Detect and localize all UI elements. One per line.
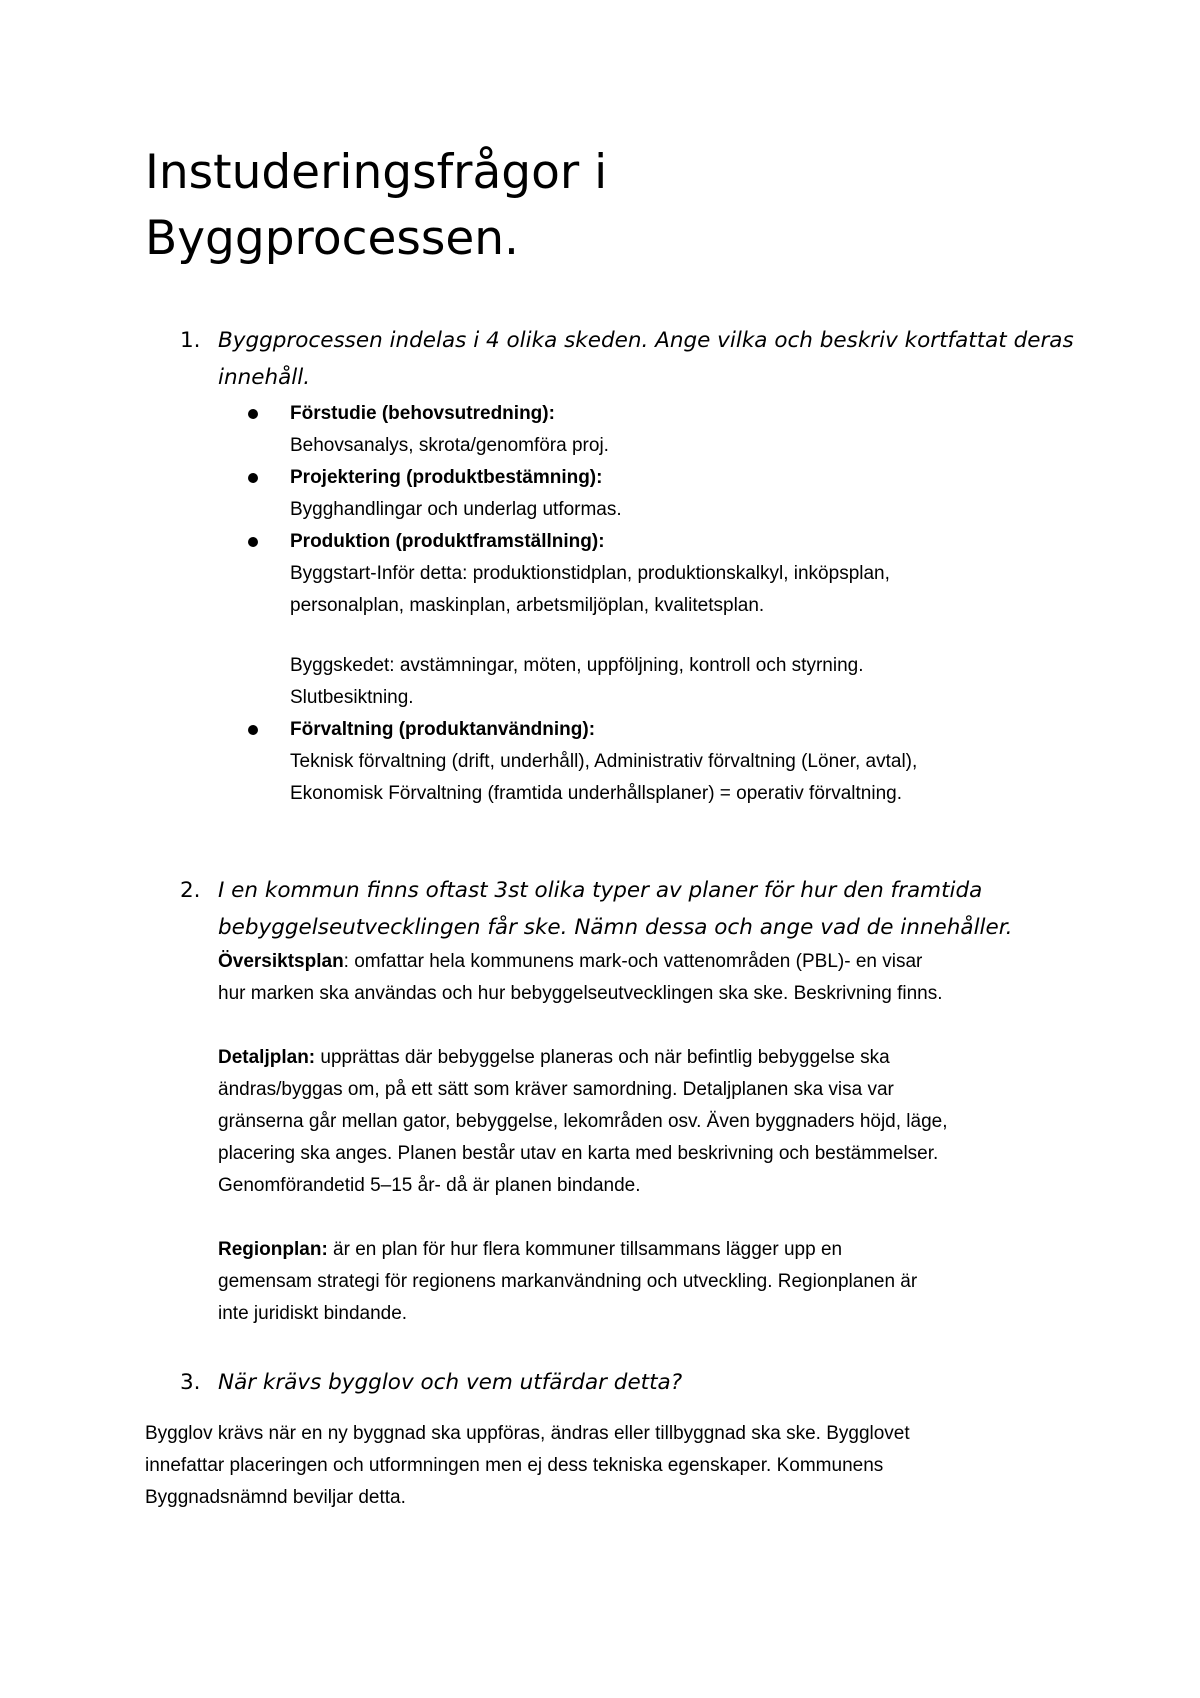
phase-description: Bygghandlingar och underlag utformas.: [290, 499, 622, 520]
phase-description: Byggstart-Inför detta: produktionstidplan, produktionskalkyl, inköpsplan,: [290, 563, 890, 584]
answer-line: innefattar placeringen och utformningen men ej dess tekniska egenskaper. Kommunens: [145, 1455, 884, 1476]
answer-line: Bygglov krävs när en ny byggnad ska uppföras, ändras eller tillbyggnad ska ske. Bygglovet: [145, 1423, 910, 1444]
answer-line: [218, 1234, 1098, 1266]
bullet-icon: [248, 537, 258, 547]
term-label: Översiktsplan: [218, 951, 344, 972]
phase-description: Teknisk förvaltning (drift, underhåll), Administrativ förvaltning (Löner, avtal),: [290, 751, 918, 772]
question-2-number: 2.: [180, 878, 201, 903]
phase-heading: Förstudie (behovsutredning):: [290, 403, 555, 424]
answer-line: [218, 946, 1098, 978]
answer-text: är en plan för hur flera kommuner tillsammans lägger upp en: [327, 1239, 843, 1260]
answer-text: : omfattar hela kommunens mark-och vattenområden (PBL)- en visar: [343, 951, 923, 972]
question-3-text: När krävs bygglov och vem utfärdar detta?: [218, 1370, 683, 1395]
bullet-icon: [248, 725, 258, 735]
answer-line: Genomförandetid 5–15 år- då är planen bindande.: [218, 1175, 641, 1196]
answer-line: placering ska anges. Planen består utav en karta med beskrivning och bestämmelser.: [218, 1143, 939, 1164]
document-title: [145, 140, 1095, 272]
phase-heading: Projektering (produktbestämning):: [290, 467, 603, 488]
answer-line: gränserna går mellan gator, bebyggelse, lekområden osv. Även byggnaders höjd, läge,: [218, 1111, 948, 1132]
answer-line: [218, 1042, 1098, 1074]
question-1: [180, 322, 1080, 396]
title-line-2: Byggprocessen.: [145, 211, 519, 266]
answer-oversiktsplan: [218, 946, 1098, 1010]
phase-heading: Förvaltning (produktanvändning):: [290, 719, 596, 740]
phase-description: Ekonomisk Förvaltning (framtida underhållsplaner) = operativ förvaltning.: [290, 783, 902, 804]
answer-text: upprättas där bebyggelse planeras och när befintlig bebyggelse ska: [315, 1047, 890, 1068]
question-2-text: I en kommun finns oftast 3st olika typer av planer för hur den framtida bebyggelseutvecklingen får ske. Nämn dessa och ange vad de innehåller.: [218, 878, 1013, 940]
answer-line: hur marken ska användas och hur bebyggelseutvecklingen ska ske. Beskrivning finns.: [218, 983, 943, 1004]
bullet-icon: [248, 473, 258, 483]
phase-item-4: [248, 714, 1068, 810]
question-3: [180, 1364, 1080, 1401]
phase-item-1: [248, 398, 1068, 462]
question-1-number: 1.: [180, 328, 201, 353]
extra-line: Slutbesiktning.: [290, 687, 414, 708]
bullet-icon: [248, 409, 258, 419]
answer-line: Byggnadsnämnd beviljar detta.: [145, 1487, 406, 1508]
phase-heading: Produktion (produktframställning):: [290, 531, 605, 552]
answer-regionplan: [218, 1234, 1098, 1330]
question-2: [180, 872, 1080, 946]
phase-description: Behovsanalys, skrota/genomföra proj.: [290, 435, 609, 456]
question-3-number: 3.: [180, 1370, 201, 1395]
term-label: Regionplan:: [218, 1239, 328, 1260]
title-line-1: Instuderingsfrågor i: [145, 145, 608, 200]
term-label: Detaljplan:: [218, 1047, 316, 1068]
phase-item-3: [248, 526, 1068, 622]
answer-line: inte juridiskt bindande.: [218, 1303, 408, 1324]
answer-line: gemensam strategi för regionens markanvändning och utveckling. Regionplanen är: [218, 1271, 918, 1292]
extra-line: Byggskedet: avstämningar, möten, uppföljning, kontroll och styrning.: [290, 655, 864, 676]
phase-description: personalplan, maskinplan, arbetsmiljöplan, kvalitetsplan.: [290, 595, 765, 616]
answer-bygglov: [145, 1418, 1085, 1514]
answer-detaljplan: [218, 1042, 1098, 1202]
answer-line: ändras/byggas om, på ett sätt som kräver samordning. Detaljplanen ska visa var: [218, 1079, 894, 1100]
question-1-text: Byggprocessen indelas i 4 olika skeden. Ange vilka och beskriv kortfattat deras innehåll.: [218, 328, 1074, 390]
production-extra: [290, 650, 1170, 714]
phase-item-2: [248, 462, 1068, 526]
